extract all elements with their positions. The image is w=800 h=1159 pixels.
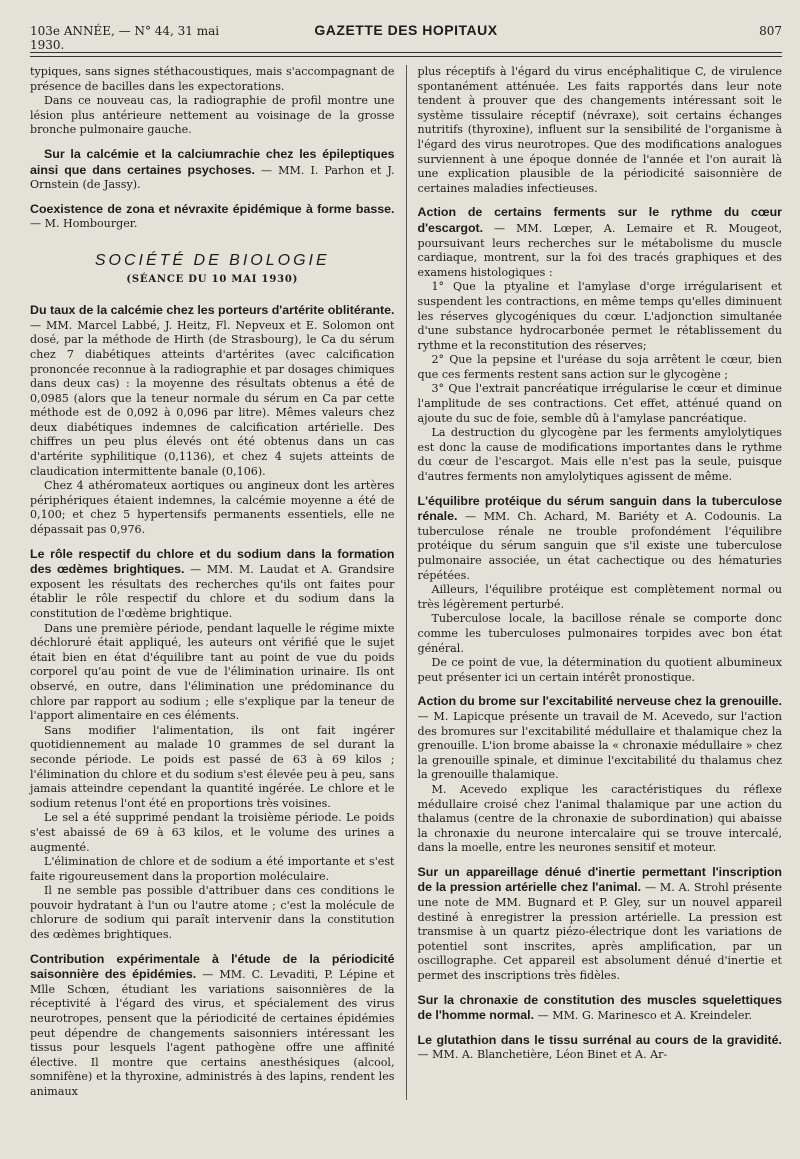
article-text: — MM. M. Laudat et A. Grandsire exposent les résultats des recherches qu'ils ont faites pour établir le rôle respectif du chlore et du sodium dans la constitution de l'œdème brightique. bbox=[30, 563, 395, 620]
article-title: Coexistence de zona et névraxite épidémique à forme basse. bbox=[30, 201, 395, 216]
article-text: — MM. C. Levaditi, P. Lépine et Mlle Schœn, étudiant les variations saisonnières de la réceptivité à l'égard des virus, et spécialement des virus neurotropes, pensent que la périodicité de certaines épidémies peut dépendre de changements saisonniers intéressant les tissus pour lesquels l'agent pathogène offre une affinité élective. Il montre que certains anesthésiques (alcool, somnifène) et la thyroxine, administrés à des lapins, rendent les animaux bbox=[30, 968, 395, 1098]
running-header bbox=[30, 22, 782, 52]
article-text: — M. Lapicque présente un travail de M. Acevedo, sur l'action des bromures sur l'excitabilité médullaire et thalamique chez la grenouille. L'ion brome abaisse la « chronaxie médullaire » chez la grenouille spinale, et diminue l'excitabilité du thalamus chez la grenouille thalamique. bbox=[417, 709, 782, 782]
article-title: Sur la calcémie et la calciumrachie chez les épileptiques ainsi que dans certaines psychoses. bbox=[30, 146, 395, 177]
header-rule bbox=[30, 52, 782, 57]
article-loeper bbox=[418, 205, 783, 484]
paragraph: Tuberculose locale, la bacillose rénale se comporte donc comme les tuberculoses pulmonaires torpides avec bon état général. bbox=[417, 612, 782, 655]
list-item: 1° Que la ptyaline et l'amylase d'orge irrégularisent et suspendent les contractions, en même temps qu'elles diminuent les réserves glycogéniques du cœur. L'adjonction simultanée d'une substance hydrocarbonée permet le rétablissement du rythme et la reconstitution des réserves; bbox=[417, 280, 782, 352]
article-marinesco bbox=[418, 993, 783, 1024]
article-text: — MM. Lœper, A. Lemaire et R. Mougeot, poursuivant leurs recherches sur le métabolisme du muscle cardiaque, montrent, sur la foi des tracés graphiques et des examens histologiques : bbox=[417, 221, 782, 279]
paragraph: Ailleurs, l'équilibre protéique est complètement normal ou très légèrement perturbé. bbox=[417, 583, 782, 611]
article-blanchetiere bbox=[418, 1033, 783, 1063]
article-title: Sur un appareillage dénué d'inertie permettant l'inscription de la pression artérielle chez l'animal. bbox=[417, 864, 782, 895]
article-hombourger bbox=[30, 202, 395, 232]
issue-info: 103e ANNÉE, — N° 44, 31 mai 1930. bbox=[30, 24, 220, 52]
article-title: Contribution expérimentale à l'étude de la périodicité saisonnière des épidémies. bbox=[30, 951, 395, 982]
article-text: — MM. A. Blanchetière, Léon Binet et A. Ar- bbox=[417, 1048, 668, 1062]
paragraph: Dans une première période, pendant laquelle le régime mixte déchloruré était appliqué, les auteurs ont vérifié que le sujet était bien en état d'équilibre tant au point de vue du poids corporel qu'au point de vue de l'élimination urinaire. Ils ont observé, en outre, dans l'élimination une prédominance du chlore par rapport au sodium ; elle s'explique par la teneur de l'apport alimentaire en ces éléments. bbox=[30, 621, 395, 723]
article-title: Action du brome sur l'excitabilité nerveuse chez la grenouille. bbox=[417, 694, 782, 709]
paragraph: typiques, sans signes stéthacoustiques, mais s'accompagnant de présence de bacilles dans les expectorations. bbox=[30, 65, 395, 93]
paragraph: La destruction du glycogène par les ferments amylolytiques est donc la cause de modifications importantes dans le rythme du cœur de l'escargot. Mais elle n'est pas la seule, puisque d'autres ferments non amylolytiques agissent de même. bbox=[417, 426, 782, 484]
article-title: Le glutathion dans le tissu surrénal au cours de la gravidité. bbox=[417, 1032, 782, 1047]
paragraph: Sans modifier l'alimentation, ils ont fait ingérer quotidiennement au malade 10 grammes de sel durant la seconde période. Le poids est passé de 63 à 69 kilos ; l'élimination du chlore et du sodium s'est élevée peu à peu, sans jamais atteindre cependant la quantité ingérée. Le chlore et le sodium retenus l'ont été en proportions très voisines. bbox=[30, 723, 395, 810]
article-text: — MM. Marcel Labbé, J. Heitz, Fl. Nepveux et E. Solomon ont dosé, par la méthode de Hirth (de Strasbourg), le Ca du sérum chez 7 diabétiques atteints d'artérites (avec calcification prononcée reconnue à la radiographie et par dosages chimiques dans deux cas) : la moyenne des résultats obtenus a été de 0,0985 (alors que la teneur normale du sérum en Ca par cette méthode est de 0,092 à 0,096 par litre). Mêmes valeurs chez deux diabétiques indemnes de calcification artérielle. Des chiffres un peu plus élevés ont été obtenus dans un cas d'artérite syphilitique (0,1136), et chez 4 sujets atteints de claudication intermittente banale (0,106). bbox=[30, 318, 395, 478]
paragraph: plus réceptifs à l'égard du virus encéphalitique C, de virulence spontanément atténuée. Les faits rapportés dans leur note tendent à prouver que des changements intéressant soit le système tissulaire réceptif (névraxe), soit certains échanges nutritifs (thyroxine), influent sur la sensibilité de l'organisme à l'égard des virus neurotropes. Que des modifications analogues surviennent à une époque donnée de l'année et l'on aurait là une explication plausible de la périodicité saisonnière de certaines maladies infectieuses. bbox=[417, 65, 782, 195]
paragraph: L'élimination de chlore et de sodium a été importante et s'est faite rigoureusement dans la proportion moléculaire. bbox=[30, 855, 395, 883]
article-title: Le rôle respectif du chlore et du sodium dans la formation des œdèmes brightiques. bbox=[30, 546, 395, 577]
article-parhon bbox=[30, 147, 395, 193]
article-title: L'équilibre protéique du sérum sanguin dans la tuberculose rénale. bbox=[417, 493, 782, 524]
article-labbe bbox=[30, 303, 395, 538]
article-lapicque bbox=[418, 694, 783, 856]
list-item: 2° Que la pepsine et l'uréase du soja arrêtent le cœur, bien que ces ferments restent sans action sur le glycogène ; bbox=[417, 353, 782, 381]
journal-title: GAZETTE DES HOPITAUX bbox=[314, 22, 498, 38]
paragraph: Il ne semble pas possible d'attribuer dans ces conditions le pouvoir hydratant à l'un ou l'autre atome ; c'est la molécule de chlorure de sodium qui paraît intervenir dans la constitution des œdèmes brightiques. bbox=[30, 884, 395, 942]
paragraph: Le sel a été supprimé pendant la troisième période. Le poids s'est abaissé de 69 à 63 kilos, et le volume des urines a augmenté. bbox=[30, 811, 395, 854]
list-item: 3° Que l'extrait pancréatique irrégularise le cœur et diminue l'amplitude de ses contractions. Cet effet, atténué quand on ajoute du suc de foie, semble dû à l'amylase pancréatique. bbox=[417, 382, 782, 425]
page-number: 807 bbox=[759, 24, 782, 38]
article-title: Sur la chronaxie de constitution des muscles squelettiques de l'homme normal. bbox=[417, 992, 782, 1023]
article-levaditi bbox=[30, 952, 395, 1100]
paragraph: De ce point de vue, la détermination du quotient albumineux peut présenter ici un certain intérêt pronostique. bbox=[417, 656, 782, 684]
article-achard bbox=[418, 494, 783, 686]
paragraph: Chez 4 athéromateux aortiques ou angineux dont les artères périphériques étaient indemnes, la calcémie moyenne a été de 0,100; et chez 5 hypertensifs permanents essentiels, elle ne dépassait pas 0,976. bbox=[30, 479, 395, 537]
paragraph: M. Acevedo explique les caractéristiques du réflexe médullaire croisé chez l'animal thalamique par une action du thalamus (centre de la chronaxie de subordination) qui abaisse la chronaxie du neurone intercalaire qui se trouve intercalé, dans la moelle, entre les neurones sensitif et moteur. bbox=[417, 782, 782, 855]
right-column bbox=[407, 65, 783, 1100]
left-column bbox=[30, 65, 407, 1100]
article-authors: — M. Hombourger. bbox=[30, 217, 138, 231]
article-title: Action de certains ferments sur le rythme du cœur d'escargot. bbox=[417, 205, 782, 235]
society-heading: SOCIÉTÉ DE BIOLOGIE bbox=[94, 251, 330, 269]
paragraph: Dans ce nouveau cas, la radiographie de profil montre une lésion plus antérieure nettement au voisinage de la grosse bronche pulmonaire gauche. bbox=[30, 94, 395, 137]
article-text: — MM. G. Marinesco et A. Kreindeler. bbox=[537, 1009, 753, 1023]
session-date: (SÉANCE DU 10 MAI 1930) bbox=[126, 273, 299, 285]
article-strohl bbox=[418, 865, 783, 984]
article-text: — MM. Ch. Achard, M. Bariéty et A. Codounis. La tuberculose rénale ne trouble profondément l'équilibre protéique du sérum sanguin que s'il existe une tuberculose pulmonaire associée, un état cachectique ou des hématuries répétées. bbox=[417, 510, 782, 582]
article-title: Du taux de la calcémie chez les porteurs d'artérite oblitérante. bbox=[30, 303, 395, 318]
article-authors: — MM. I. Parhon et J. Ornstein (de Jassy). bbox=[30, 163, 395, 192]
article-laudat bbox=[30, 547, 395, 943]
two-column-body bbox=[30, 65, 782, 1100]
article-text: — M. A. Strohl présente une note de MM. Bugnard et P. Gley, sur un nouvel appareil destiné à enregistrer la pression artérielle. La pression est transmise à un quartz piézo-électrique dont les variations de potentiel sont inscrites, après amplification, par un oscillographe. Cet appareil est absolument dénué d'inertie et permet des inscriptions très fidèles. bbox=[417, 881, 782, 983]
